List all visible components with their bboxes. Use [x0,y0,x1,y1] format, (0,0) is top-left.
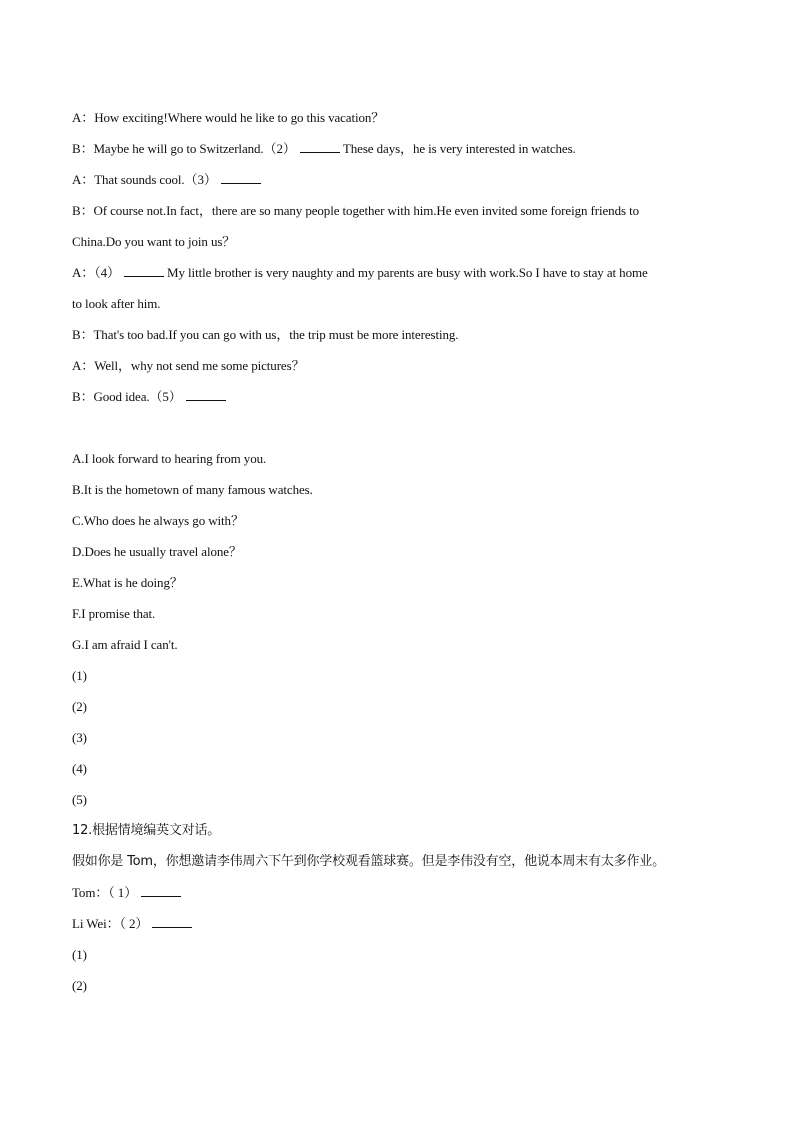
answer-label-2: (2) [72,699,87,714]
spacer [72,412,722,443]
option-a: A.I look forward to hearing from you. [72,451,267,466]
option-e: E.What is he doing？ [72,575,183,590]
dialogue-line-5-start: A：（4） [72,265,120,280]
answer-blank-4[interactable] [124,264,164,277]
dialogue-line-3-start: A：That sounds cool.（3） [72,172,217,187]
dialogue-line-2-start: B：Maybe he will go to Switzerland.（2） [72,141,296,156]
dialogue-line-4a: B：Of course not.In fact，there are so many people together with him.He even invited some foreign friends to [72,203,640,218]
option-f: F.I promise that. [72,606,156,621]
option-d: D.Does he usually travel alone？ [72,544,242,559]
question-12-title: 12.根据情境编英文对话。 [72,823,221,838]
dialogue-line-3 [72,164,722,195]
q12-answer-label-1: (1) [72,947,87,962]
answer-blank-3[interactable] [221,171,261,184]
dialogue-line-5-end: My little brother is very naughty and my parents are busy with work.So I have to stay at home [163,265,648,280]
tom-answer-blank[interactable] [141,884,181,897]
dialogue-line-2 [72,133,722,164]
worksheet-page [72,102,722,1001]
liwei-line-start: Li Wei：（ 2） [72,916,149,931]
dialogue-line-8 [72,381,722,412]
dialogue-line-6: B：That's too bad.If you can go with us，the trip must be more interesting. [72,327,459,342]
answer-label-3: (3) [72,730,87,745]
option-b: B.It is the hometown of many famous watches. [72,482,313,497]
answer-label-4: (4) [72,761,87,776]
dialogue-line-2-end: These days，he is very interested in watches. [339,141,576,156]
option-g: G.I am afraid I can't. [72,637,178,652]
tom-line [72,877,722,908]
dialogue-line-1: A：How exciting!Where would he like to go this vacation？ [72,110,385,125]
option-c: C.Who does he always go with？ [72,513,244,528]
answer-label-1: (1) [72,668,87,683]
dialogue-line-4b: China.Do you want to join us？ [72,234,236,249]
answer-blank-5[interactable] [186,388,226,401]
dialogue-line-7: A：Well，why not send me some pictures？ [72,358,305,373]
answer-blank-2[interactable] [300,140,340,153]
dialogue-line-5b: to look after him. [72,296,161,311]
liwei-line [72,908,722,939]
q12-answer-label-2: (2) [72,978,87,993]
question-12-prompt: 假如你是 Tom，你想邀请李伟周六下午到你学校观看篮球赛。但是李伟没有空，他说本周末有太多作业。 [72,854,665,869]
dialogue-line-8-start: B：Good idea.（5） [72,389,182,404]
tom-line-start: Tom：（ 1） [72,885,138,900]
dialogue-line-5 [72,257,722,288]
answer-label-5: (5) [72,792,87,807]
liwei-answer-blank[interactable] [152,915,192,928]
